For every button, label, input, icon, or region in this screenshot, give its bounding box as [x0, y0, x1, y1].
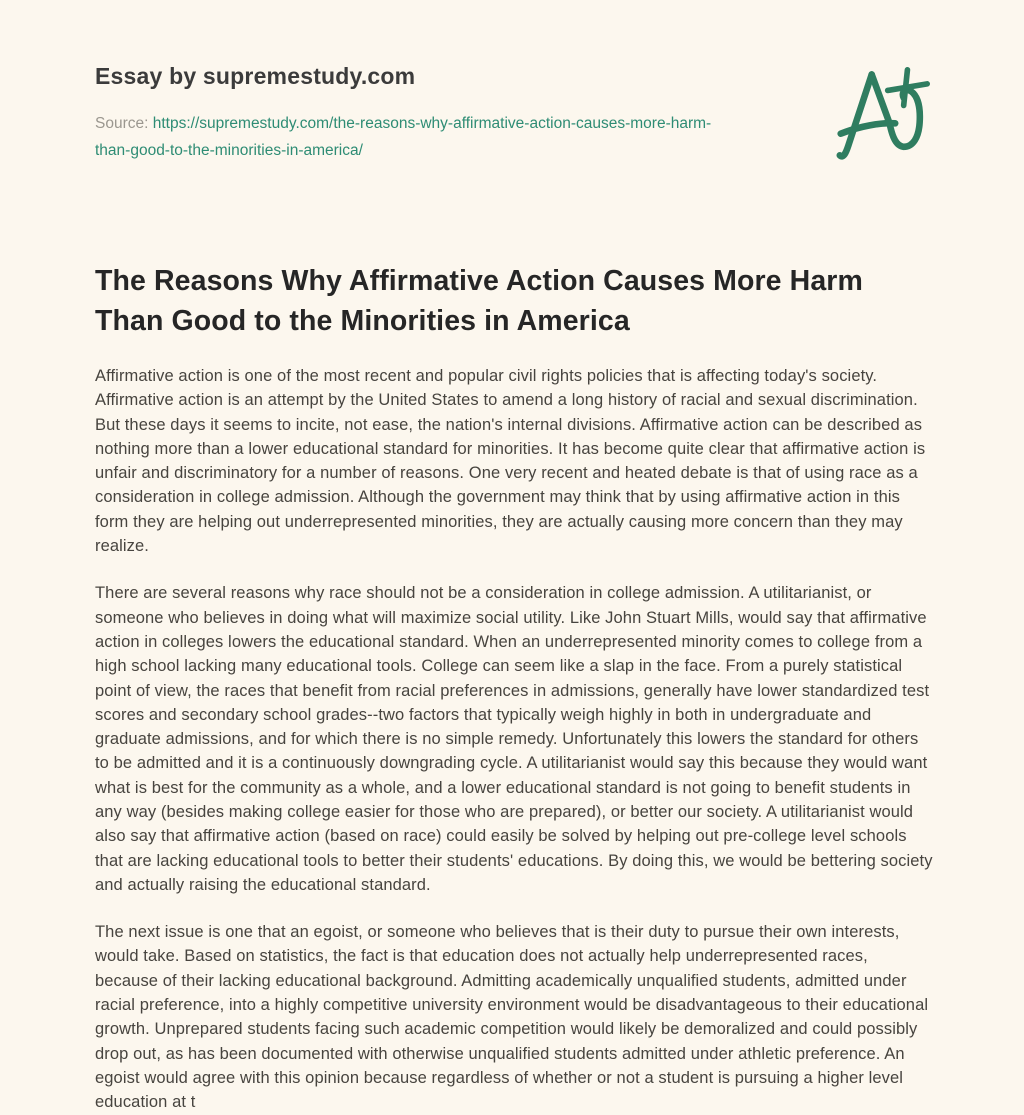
- source-url-link[interactable]: https://supremestudy.com/the-reasons-why-affirmative-action-causes-more-harm-than-good-to-the-minorities-in-america/: [95, 114, 712, 159]
- page-header: [95, 58, 936, 167]
- source-label: Source:: [95, 114, 149, 132]
- essay-paragraph-2: There are several reasons why race should not be a consideration in college admission. A utilitarianist, or someone who believes in doing what will maximize social utility. Like John Stuart Mills, would say that affirmative action in colleges lowers the educational standard. When an underrepresented minority comes to college from a high school lacking many educational tools. College can seem like a slap in the face. From a purely statistical point of view, the races that benefit from racial preferences in admissions, generally have lower standardized test scores and secondary school grades--two factors that typically weigh highly in both in undergraduate and graduate admissions, and for which there is no simple remedy. Unfortunately this lowers the standard for others to be admitted and it is a continuously downgrading cycle. A utilitarianist would say this because they would want what is best for the community as a whole, and a lower educational standard is not going to benefit students in any way (besides making college easier for those who are prepared), or better our society. A utilitarianist would also say that affirmative action (based on race) could easily be solved by helping out pre-college level schools that are lacking educational tools to better their students' educations. By doing this, we would be bettering society and actually raising the educational standard.: [95, 584, 933, 894]
- site-title: Essay by supremestudy.com: [95, 63, 416, 89]
- essay-title: The Reasons Why Affirmative Action Causes More Harm Than Good to the Minorities in America: [95, 265, 863, 338]
- header-text-block: [95, 58, 743, 164]
- a-plus-logo-icon: [836, 64, 930, 167]
- essay-paragraph-3: The next issue is one that an egoist, or someone who believes that is their duty to pursue their own interests, would take. Based on statistics, the fact is that education does not actually help underrepresented races, because of their lacking educational background. Admitting academically unqualified students, admitted under racial preference, into a highly competitive university environment would be disadvantageous to their educational growth. Unprepared students facing such academic competition would likely be demoralized and could possibly drop out, as has been documented with otherwise unqualified students admitted under athletic preference. An egoist would agree with this opinion because regardless of whether or not a student is pursuing a higher level education at t: [95, 923, 929, 1112]
- essay-paragraph-1: Affirmative action is one of the most recent and popular civil rights policies that is affecting today's society. Affirmative action is an attempt by the United States to amend a long history of racial and sexual discrimination. But these days it seems to incite, not ease, the nation's internal divisions. Affirmative action can be described as nothing more than a lower educational standard for minorities. It has become quite clear that affirmative action is unfair and discriminatory for a number of reasons. One very recent and heated debate is that of using race as a consideration in college admission. Although the government may think that by using affirmative action in this form they are helping out underrepresented minorities, they are actually causing more concern than they may realize.: [95, 366, 926, 556]
- essay-body: [95, 364, 935, 1115]
- source-line: [95, 110, 743, 164]
